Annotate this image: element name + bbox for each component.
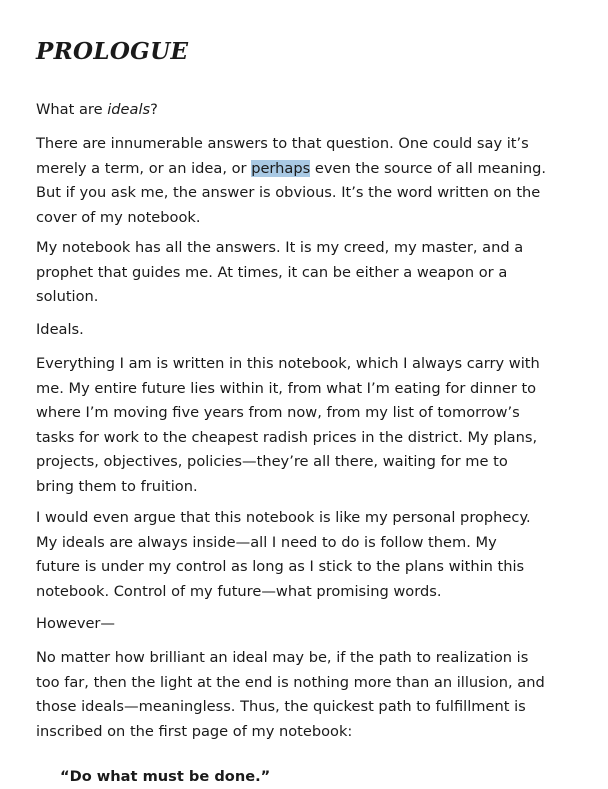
text-line: inscribed on the first page of my notebook: (36, 722, 353, 740)
text-line: future is under my control as long as I stick to the plans within this (36, 558, 525, 575)
text-line: I would even argue that this notebook is like my personal prophecy. (36, 509, 531, 526)
paragraph-6: However— (36, 615, 116, 632)
text-line: those ideals—meaningless. Thus, the quickest path to fulfillment is (36, 698, 526, 715)
text-line: solution. (36, 288, 99, 305)
text-line: There are innumerable answers to that question. One could say it’s (36, 135, 529, 152)
text-line: No matter how brilliant an ideal may be, if the path to realization is (36, 649, 529, 666)
text-line (36, 157, 546, 182)
text-line: bring them to fruition. (36, 477, 198, 495)
paragraph-3: Ideals. (36, 321, 84, 338)
text-segment: even the source of all meaning. (310, 159, 547, 177)
question-paragraph (36, 98, 158, 123)
question-suffix: ? (150, 101, 158, 118)
document-page (36, 36, 596, 785)
text-segment: merely a term, or an idea, or (36, 159, 252, 177)
text-line: cover of my notebook. (36, 208, 201, 226)
paragraph-4 (36, 352, 540, 499)
text-line: Everything I am is written in this notebook, which I always carry with (36, 355, 540, 372)
paragraph-5 (36, 506, 531, 604)
paragraph-7 (36, 646, 545, 744)
text-line: tasks for work to the cheapest radish prices in the district. My plans, (36, 428, 538, 446)
text-line: me. My entire future lies within it, from what I’m eating for dinner to (36, 379, 537, 397)
paragraph-1 (36, 132, 546, 230)
text-line: projects, objectives, policies—they’re all there, waiting for me to (36, 453, 508, 470)
closing-quote: “Do what must be done.” (60, 767, 271, 785)
text-line: But if you ask me, the answer is obvious. It’s the word written on the (36, 184, 541, 201)
selected-text-highlight[interactable]: perhaps (251, 159, 311, 177)
question-prefix: What are (36, 101, 108, 118)
text-line: too far, then the light at the end is nothing more than an illusion, and (36, 673, 545, 691)
text-line: prophet that guides me. At times, it can be either a weapon or a (36, 263, 508, 281)
chapter-title: PROLOGUE (36, 38, 189, 65)
paragraph-2 (36, 236, 523, 310)
text-line: My notebook has all the answers. It is my creed, my master, and a (36, 239, 524, 256)
text-line: My ideals are always inside—all I need to do is follow them. My (36, 533, 497, 551)
question-emphasis: ideals (107, 101, 151, 118)
text-line: notebook. Control of my future—what promising words. (36, 582, 442, 600)
text-line: where I’m moving five years from now, from my list of tomorrow’s (36, 404, 520, 421)
